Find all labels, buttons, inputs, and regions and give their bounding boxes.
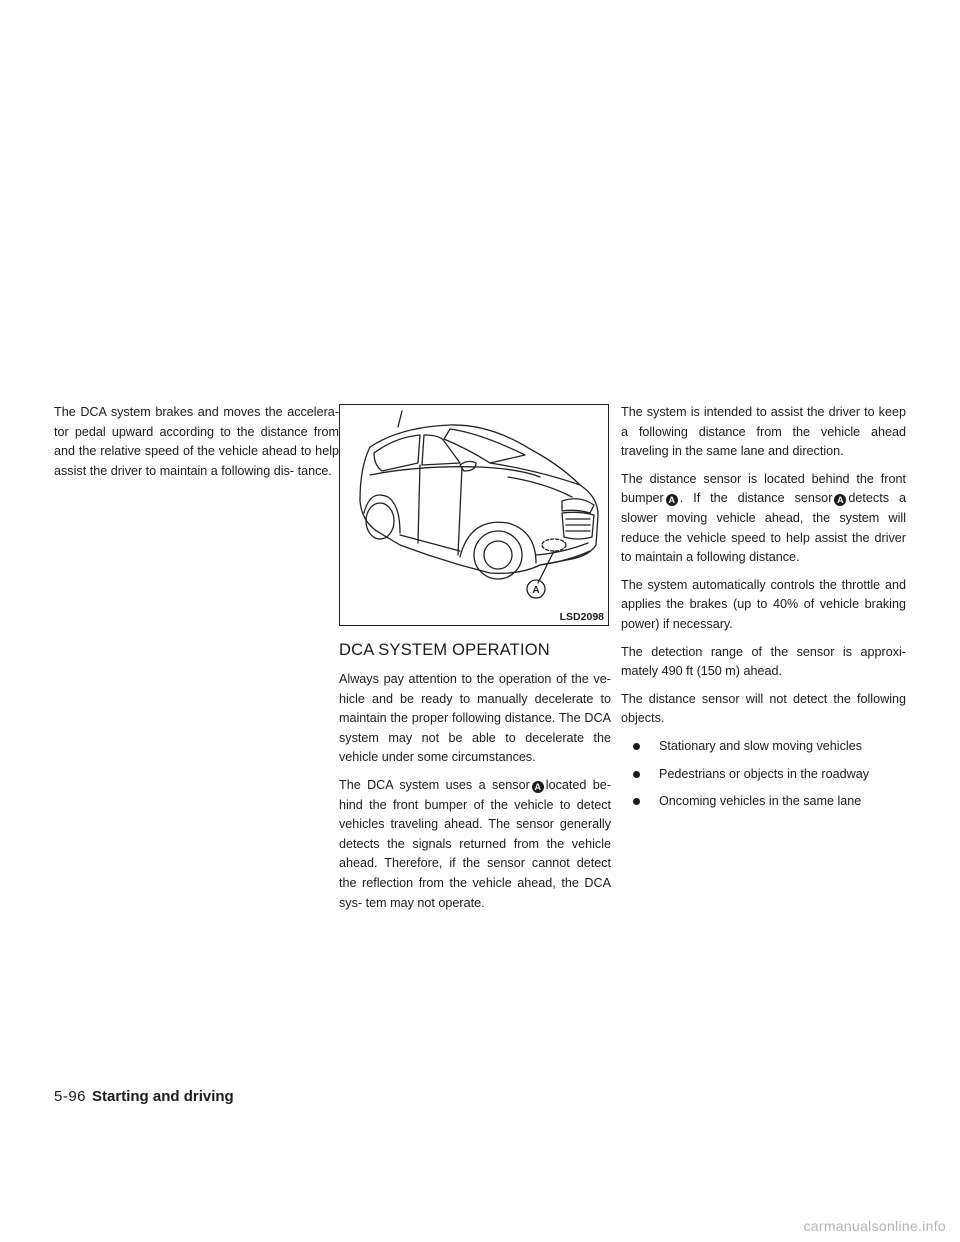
sensor-paragraph: The DCA system uses a sensor A located be- hind the front bumper of the vehicle to detect vehicles traveling ahead. The sensor generally detects the signals returned from the vehicle ahead. Therefore, if the sensor cannot detect the reflection from the vehicle ahead, the DCA sys- tem may not operate. [339, 777, 611, 910]
intro-paragraph: The DCA system brakes and moves the accelera- tor pedal upward according to the distance from and the relative speed of the vehicle ahead to help assist the driver to maintain a following dis- tance. [54, 405, 339, 478]
bullet-icon [633, 798, 640, 805]
list-item: Pedestrians or objects in the roadway [633, 765, 906, 785]
callout-a-icon: A [532, 781, 544, 793]
section-heading: DCA SYSTEM OPERATION [339, 641, 550, 659]
bullet-icon [633, 743, 640, 750]
not-detect-paragraph: The distance sensor will not detect the following objects. [621, 691, 906, 726]
detection-range-paragraph: The detection range of the sensor is approxi- mately 490 ft (150 m) ahead. [621, 644, 906, 679]
chapter-title: Starting and driving [92, 1088, 234, 1105]
watermark: carmanualsonline.info [803, 1218, 946, 1234]
text-column-middle [339, 404, 611, 921]
not-detected-list [621, 737, 906, 812]
callout-a-icon: A [834, 494, 846, 506]
text-column-right [621, 403, 906, 820]
vehicle-sensor-illustration [339, 404, 609, 626]
page-number: 5-96 [54, 1088, 87, 1105]
throttle-paragraph: The system automatically controls the throttle and applies the brakes (up to 40% of vehicle braking power) if necessary. [621, 577, 906, 631]
bullet-icon [633, 771, 640, 778]
list-item: Oncoming vehicles in the same lane [633, 792, 906, 812]
text-column-left [54, 403, 339, 489]
distance-sensor-paragraph: The distance sensor is located behind the front bumper A . If the distance sensor A detects a slower moving vehicle ahead, the system will reduce the vehicle speed to help assist the driver to maintain a following distance. [621, 471, 906, 565]
figure-callout-a: A [532, 585, 540, 596]
attention-paragraph: Always pay attention to the operation of the ve- hicle and be ready to manually decelerate to maintain the proper following distance. The DCA system may not be able to decelerate the vehicle under some circumstances. [339, 672, 611, 765]
figure-id-label: LSD2098 [559, 611, 604, 623]
suv-line-drawing [340, 405, 608, 625]
callout-a-icon: A [666, 494, 678, 506]
page-footer [54, 1088, 234, 1106]
intended-paragraph: The system is intended to assist the driver to keep a following distance from the vehicle ahead traveling in the same lane and direction. [621, 405, 906, 459]
list-item: Stationary and slow moving vehicles [633, 737, 906, 757]
